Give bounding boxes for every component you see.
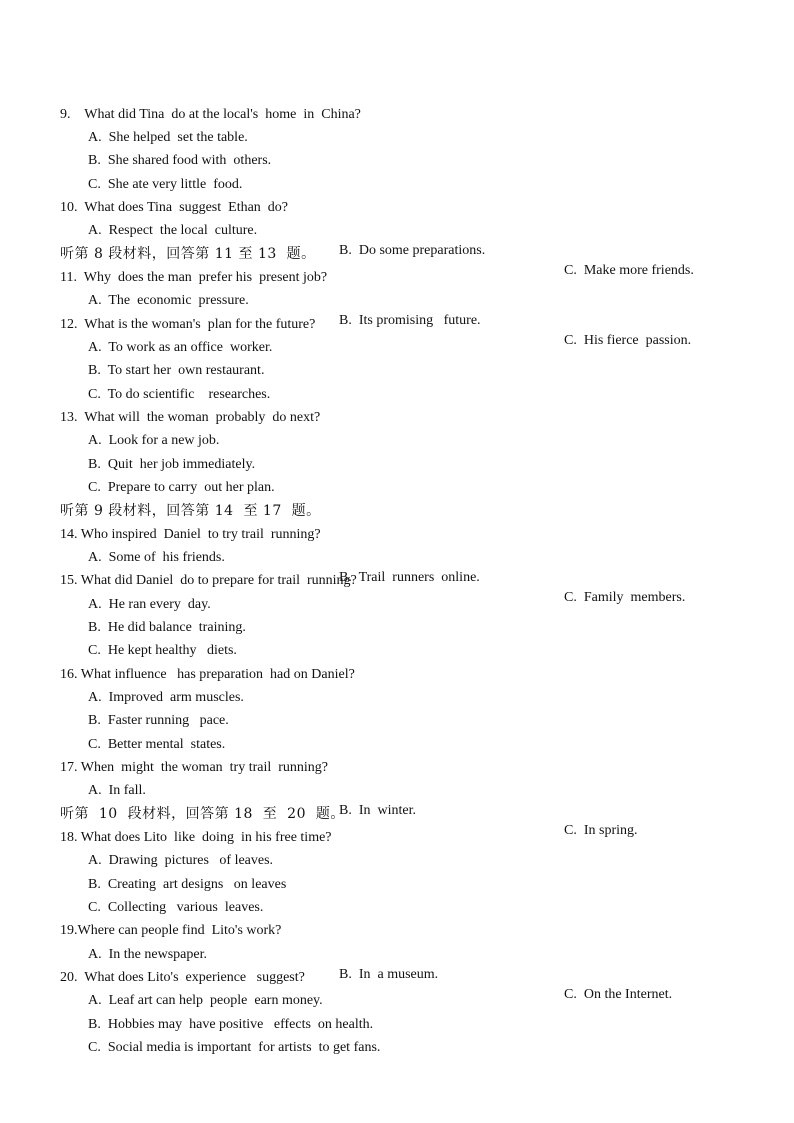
question-18-option-b (0, 855, 794, 892)
question-16-option-c (0, 715, 794, 752)
option-text: C. Collecting various leaves. (88, 900, 264, 915)
option-text: C. To do scientific researches. (88, 387, 271, 402)
option-b-text: B. In winter. (339, 803, 416, 818)
question-18-option-c (0, 878, 794, 915)
option-text: A. Leaf art can help people earn money. (88, 993, 323, 1008)
question-16-option-a (0, 668, 794, 705)
question-13 (0, 388, 794, 425)
option-text: A. Improved arm muscles. (88, 690, 244, 705)
option-b-text: B. Trail runners online. (339, 570, 480, 585)
question-text: 12. What is the woman's plan for the future? (60, 317, 316, 332)
option-c-text: C. Family members. (564, 590, 686, 605)
option-text: C. Better mental states. (88, 737, 226, 752)
option-b-text: B. Its promising future. (339, 313, 481, 328)
question-13-option-b (0, 435, 794, 472)
question-text: 11. Why does the man prefer his present job? (60, 270, 328, 285)
option-text: A. To work as an office worker. (88, 340, 273, 355)
question-text: 10. What does Tina suggest Ethan do? (60, 200, 289, 215)
option-text: C. Prepare to carry out her plan. (88, 480, 275, 495)
section-heading-9 (0, 481, 794, 519)
option-text: A. Look for a new job. (88, 433, 220, 448)
question-text: 9. What did Tina do at the local's home in China? (60, 107, 361, 122)
question-text: 18. What does Lito like doing in his free time? (60, 830, 332, 845)
question-16-option-b (0, 691, 794, 728)
option-c-text: C. In spring. (564, 823, 638, 838)
question-15-option-b (0, 598, 794, 635)
option-a-text: A. In the newspaper. (88, 947, 207, 962)
question-text: 14. Who inspired Daniel to try trail running? (60, 527, 321, 542)
question-text: 17. When might the woman try trail running? (60, 760, 329, 775)
question-text: 16. What influence has preparation had on Daniel? (60, 667, 355, 682)
option-text: B. Hobbies may have positive effects on health. (88, 1017, 374, 1032)
section-text: 听第 10 段材料，回答第 18 至 20 题。 (60, 806, 345, 822)
question-9-option-a (0, 108, 794, 145)
option-b-text: B. In a museum. (339, 967, 439, 982)
question-text: 15. What did Daniel do to prepare for trail running? (60, 573, 357, 588)
section-text: 听第 9 段材料，回答第 14 至 17 题。 (60, 503, 321, 519)
question-16 (0, 645, 794, 682)
option-c-text: C. His fierce passion. (564, 333, 692, 348)
option-text: B. Creating art designs on leaves (88, 877, 287, 892)
option-a-text: A. In fall. (88, 783, 146, 798)
question-text: 19.Where can people find Lito's work? (60, 923, 282, 938)
option-text: A. He ran every day. (88, 597, 211, 612)
option-text: B. To start her own restaurant. (88, 363, 265, 378)
question-20-option-b (0, 995, 794, 1032)
question-text: 20. What does Lito's experience suggest? (60, 970, 305, 985)
option-text: C. He kept healthy diets. (88, 643, 237, 658)
option-text: B. She shared food with others. (88, 153, 272, 168)
question-9-option-b (0, 131, 794, 168)
option-a-text: A. Some of his friends. (88, 550, 225, 565)
question-13-option-a (0, 411, 794, 448)
question-18-option-a (0, 831, 794, 868)
option-c-text: C. Make more friends. (564, 263, 694, 278)
question-9-option-c (0, 155, 794, 192)
question-10 (0, 178, 794, 215)
question-15-option-c (0, 621, 794, 658)
option-text: A. She helped set the table. (88, 130, 248, 145)
question-9 (0, 85, 794, 122)
option-text: C. She ate very little food. (88, 177, 243, 192)
question-text: 13. What will the woman probably do next? (60, 410, 321, 425)
option-a-text: A. Respect the local culture. (88, 223, 258, 238)
question-12-option-c (0, 365, 794, 402)
option-text: B. Quit her job immediately. (88, 457, 256, 472)
question-19 (0, 901, 794, 938)
option-a-text: A. The economic pressure. (88, 293, 249, 308)
question-20-option-c (0, 1018, 794, 1055)
question-13-option-c (0, 458, 794, 495)
option-text: A. Drawing pictures of leaves. (88, 853, 274, 868)
question-12-option-b (0, 341, 794, 378)
option-c-text: C. On the Internet. (564, 987, 673, 1002)
option-text: B. He did balance training. (88, 620, 246, 635)
option-text: B. Faster running pace. (88, 713, 229, 728)
option-b-text: B. Do some preparations. (339, 243, 486, 258)
question-14 (0, 505, 794, 542)
section-text: 听第 8 段材料，回答第 11 至 13 题。 (60, 246, 316, 262)
question-17 (0, 738, 794, 775)
option-text: C. Social media is important for artists to get fans. (88, 1040, 381, 1055)
